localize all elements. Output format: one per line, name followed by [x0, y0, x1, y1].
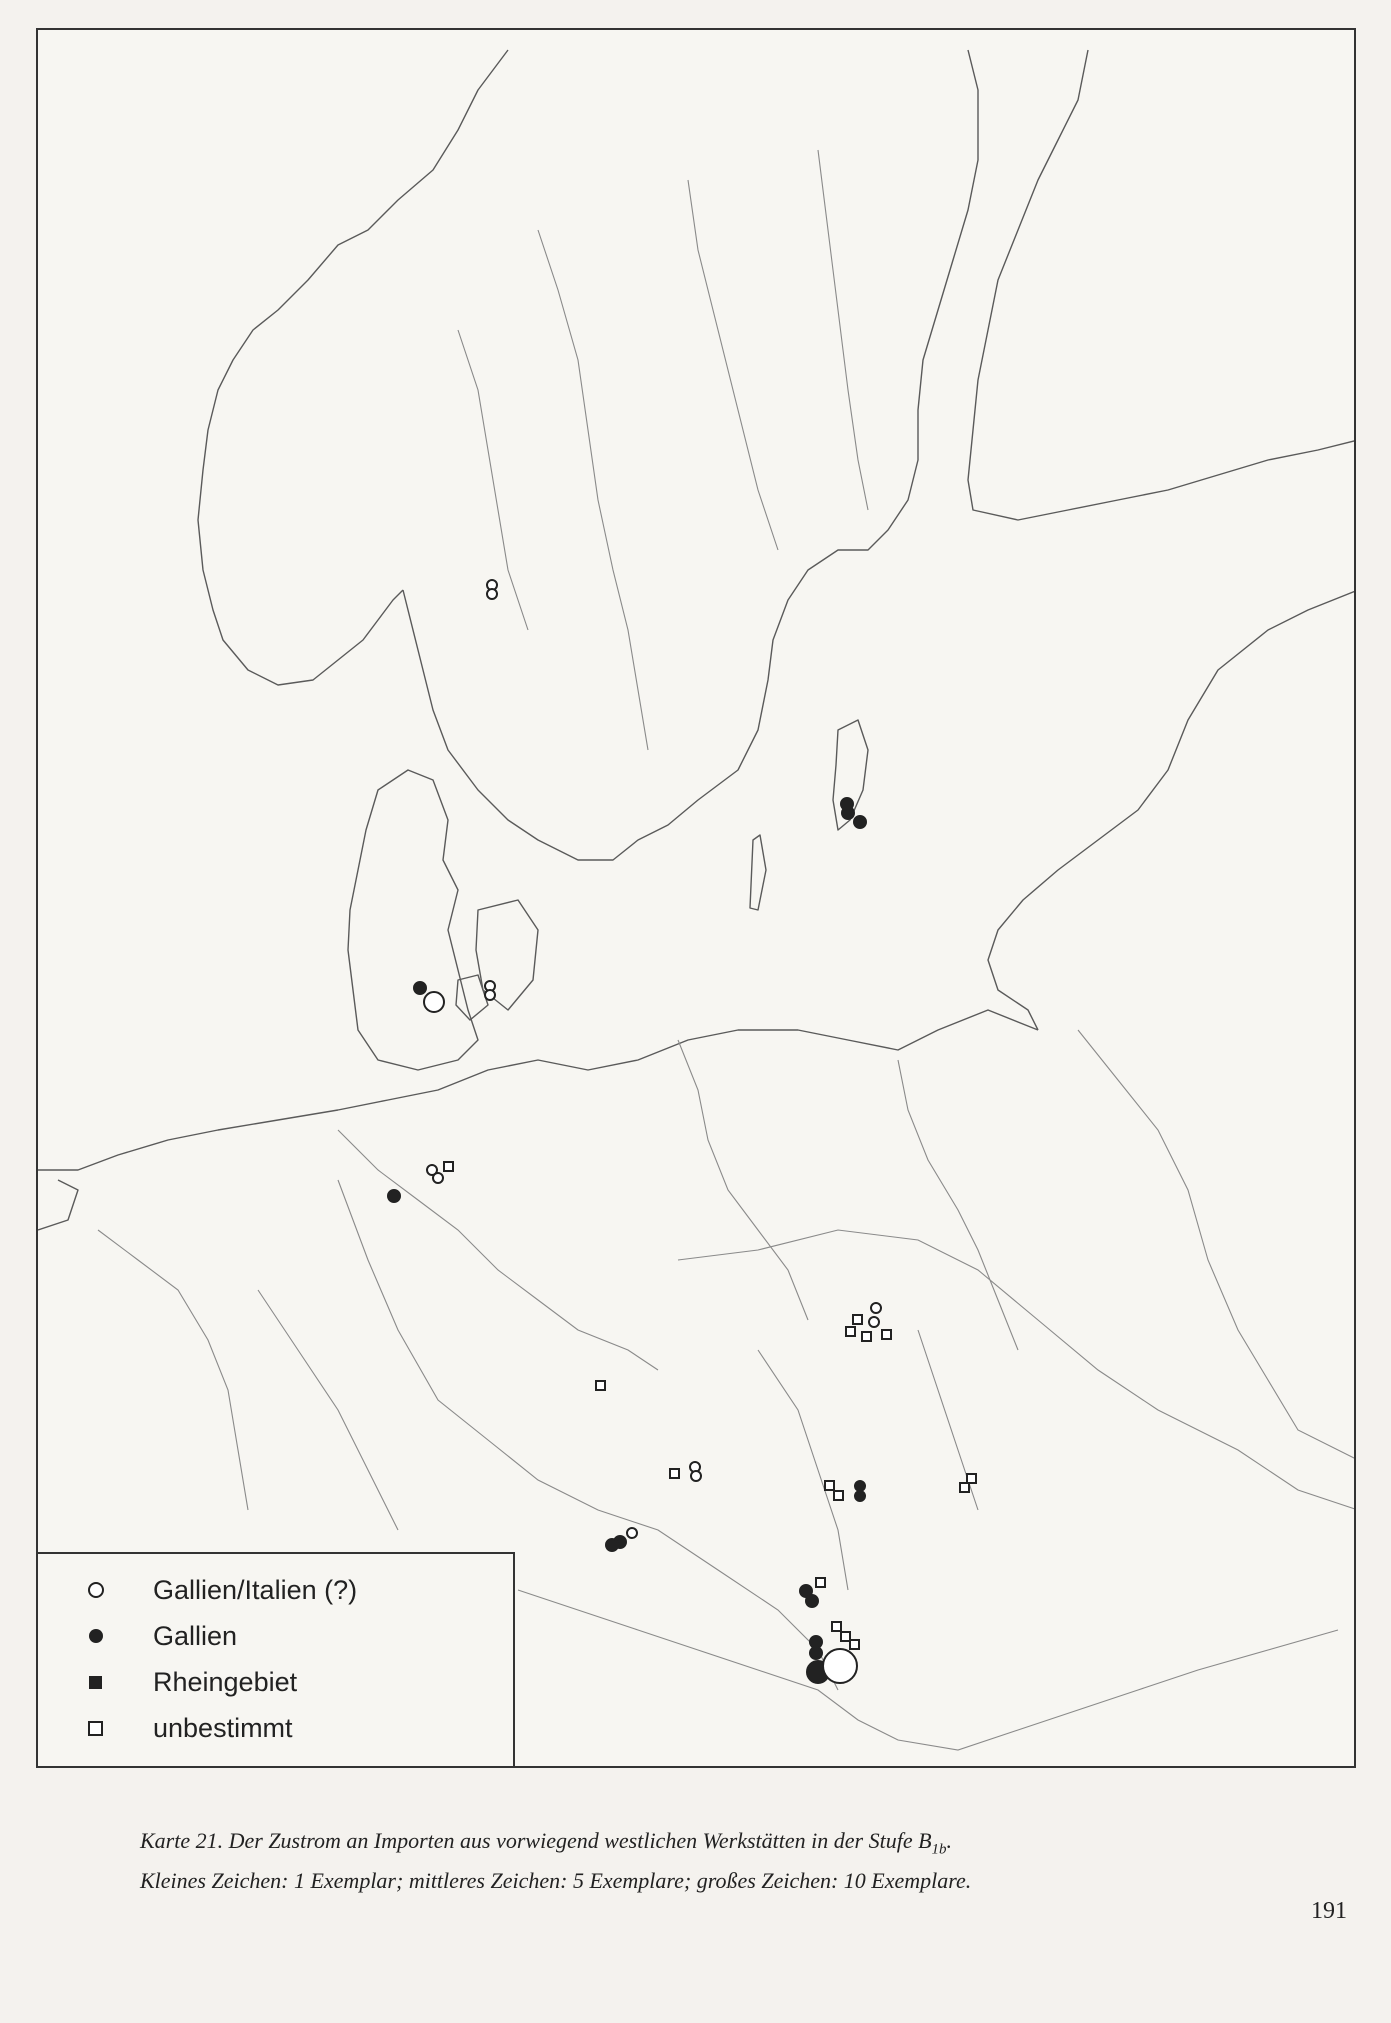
- findspot-unbestimmt: [841, 1632, 850, 1641]
- legend-item-rheingebiet: [38, 1662, 513, 1702]
- findspot-gallien-italien: [487, 589, 497, 599]
- coastline-south-baltic: [338, 1010, 1038, 1110]
- river-danube: [518, 1590, 1338, 1750]
- caption-line-1: [140, 1825, 1260, 1865]
- legend-label: Gallien: [153, 1620, 238, 1651]
- river: [258, 1290, 398, 1530]
- findspot-gallien: [606, 1539, 618, 1551]
- findspot-gallien: [841, 798, 853, 810]
- legend-label: unbestimmt: [153, 1712, 293, 1743]
- coastline-netherlands: [38, 1180, 78, 1230]
- findspot-gallien-italien: [627, 1528, 637, 1538]
- border: [678, 1230, 1356, 1510]
- river: [818, 150, 868, 510]
- river-vistula: [898, 1060, 1018, 1350]
- findspot-unbestimmt: [670, 1469, 679, 1478]
- findspot-gallien-italien-medium: [424, 992, 444, 1012]
- findspot-gallien: [806, 1595, 818, 1607]
- findspot-gallien: [810, 1647, 822, 1659]
- findspot-gallien-italien: [871, 1303, 881, 1313]
- findspot-unbestimmt: [862, 1332, 871, 1341]
- coastline-norway: [198, 50, 508, 685]
- findspot-unbestimmt: [967, 1474, 976, 1483]
- findspot-gallien: [854, 816, 866, 828]
- findspot-gallien-italien: [485, 990, 495, 1000]
- filled-circle-icon: [89, 1629, 103, 1643]
- findspot-gallien-italien: [869, 1317, 879, 1327]
- river-elbe: [338, 1130, 658, 1370]
- caption-subscript: 1b: [931, 1841, 947, 1858]
- open-circle-icon: [88, 1582, 104, 1598]
- legend-item-unbestimmt: [38, 1708, 513, 1748]
- findspot-unbestimmt: [960, 1483, 969, 1492]
- coastline-north-sea: [38, 1110, 338, 1170]
- findspot-gallien-italien: [691, 1471, 701, 1481]
- findspot-unbestimmt: [816, 1578, 825, 1587]
- findspot-unbestimmt: [825, 1481, 834, 1490]
- coastline-jutland: [348, 770, 478, 1070]
- map-frame: [36, 28, 1356, 1768]
- findspot-unbestimmt: [832, 1622, 841, 1631]
- river: [688, 180, 778, 550]
- border: [1078, 1030, 1356, 1460]
- river-oder: [678, 1040, 808, 1320]
- findspot-unbestimmt: [853, 1315, 862, 1324]
- findspot-gallien-italien-large: [823, 1649, 857, 1683]
- caption-text: Karte 21. Der Zustrom an Importen aus vorwiegend westlichen Werkstätten in der Stufe B: [140, 1828, 932, 1853]
- river: [758, 1350, 848, 1590]
- legend: [38, 1552, 515, 1766]
- caption-line-2: Kleines Zeichen: 1 Exemplar; mittleres Zeichen: 5 Exemplare; großes Zeichen: 10 Exemplare.: [140, 1868, 972, 1894]
- findspot-unbestimmt: [850, 1640, 859, 1649]
- findspot-gallien: [855, 1491, 865, 1501]
- caption-text: .: [946, 1828, 953, 1853]
- legend-label: Gallien/Italien (?): [153, 1574, 358, 1605]
- findspot-unbestimmt: [882, 1330, 891, 1339]
- filled-square-icon: [89, 1676, 102, 1689]
- findspot-gallien: [414, 982, 426, 994]
- island-oland: [750, 835, 766, 910]
- river: [538, 230, 648, 750]
- page-number: 191: [1311, 1898, 1347, 1924]
- legend-item-gallien-italien: [38, 1570, 513, 1610]
- findspot-gallien: [388, 1190, 400, 1202]
- findspot-gallien: [855, 1481, 865, 1491]
- coastline-finland: [968, 50, 1356, 520]
- map-caption: [140, 1825, 1260, 1897]
- findspot-gallien-italien: [433, 1173, 443, 1183]
- findspot-unbestimmt: [596, 1381, 605, 1390]
- coastline-baltic-east: [988, 590, 1356, 1030]
- legend-label: Rheingebiet: [153, 1666, 298, 1697]
- legend-item-gallien: [38, 1616, 513, 1656]
- findspot-unbestimmt: [444, 1162, 453, 1171]
- open-square-icon: [88, 1721, 103, 1736]
- river-rhine: [98, 1230, 248, 1510]
- map-canvas: [38, 30, 1356, 1768]
- findspot-unbestimmt: [834, 1491, 843, 1500]
- findspot-unbestimmt: [846, 1327, 855, 1336]
